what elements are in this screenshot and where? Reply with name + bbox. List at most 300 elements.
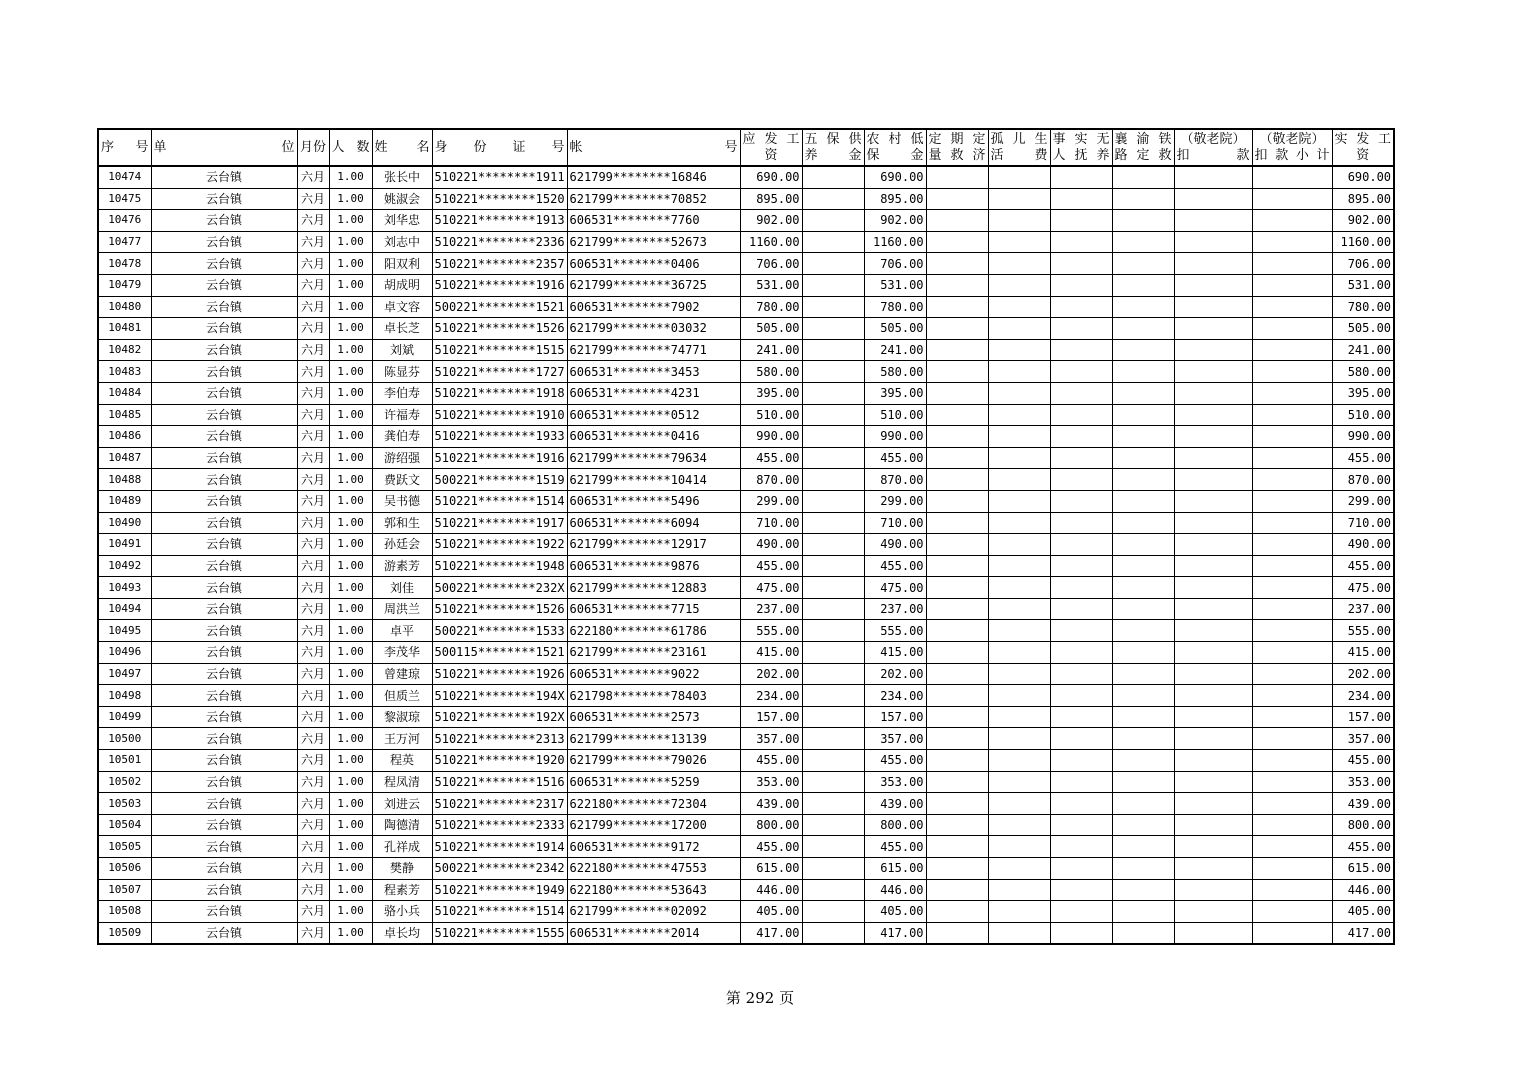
cell-salary: 455.00 [740,750,802,772]
cell-jlykou [1174,512,1252,534]
cell-people: 1.00 [329,361,372,383]
cell-salary: 1160.00 [740,231,802,253]
header-char: 铁 [1158,131,1172,147]
cell-salary: 405.00 [740,901,802,923]
cell-jlykou [1174,426,1252,448]
cell-dingqi [926,620,988,642]
cell-month: 六月 [297,901,329,923]
cell-actual: 446.00 [1332,879,1394,901]
header-char: 定 [1136,147,1150,163]
cell-seq: 10503 [98,793,151,815]
table-row [98,706,1394,728]
cell-id: 510221********192X [432,706,567,728]
cell-unit: 云台镇 [151,274,297,296]
cell-guer [988,706,1050,728]
cell-salary: 455.00 [740,836,802,858]
cell-actual: 417.00 [1332,922,1394,944]
cell-unit: 云台镇 [151,426,297,448]
cell-guer [988,577,1050,599]
cell-id: 510221********2333 [432,814,567,836]
cell-jlykou [1174,858,1252,880]
cell-seq: 10499 [98,706,151,728]
cell-shishi [1050,447,1112,469]
cell-people: 1.00 [329,490,372,512]
header-jlyxj [1252,129,1332,166]
cell-people: 1.00 [329,793,372,815]
cell-seq: 10508 [98,901,151,923]
header-char: 位 [281,139,295,155]
cell-unit: 云台镇 [151,750,297,772]
cell-xiangyu [1112,318,1174,340]
cell-month: 六月 [297,318,329,340]
footer-suffix: 页 [779,989,795,1007]
cell-xiangyu [1112,361,1174,383]
cell-jlykou [1174,728,1252,750]
header-char: 养 [804,147,818,163]
cell-actual: 455.00 [1332,447,1394,469]
cell-name: 刘佳 [372,577,432,599]
table-row [98,210,1394,232]
cell-seq: 10474 [98,166,151,188]
cell-jlykou [1174,642,1252,664]
cell-salary: 357.00 [740,728,802,750]
cell-month: 六月 [297,922,329,944]
cell-xiangyu [1112,253,1174,275]
cell-unit: 云台镇 [151,447,297,469]
cell-wubao [802,642,864,664]
cell-actual: 241.00 [1332,339,1394,361]
table-row [98,231,1394,253]
cell-shishi [1050,469,1112,491]
cell-salary: 780.00 [740,296,802,318]
cell-shishi [1050,814,1112,836]
cell-xiangyu [1112,274,1174,296]
cell-unit: 云台镇 [151,534,297,556]
header-char: 五 [804,131,818,147]
cell-seq: 10509 [98,922,151,944]
cell-id: 510221********1933 [432,426,567,448]
cell-xiangyu [1112,836,1174,858]
cell-xiangyu [1112,188,1174,210]
cell-people: 1.00 [329,404,372,426]
cell-month: 六月 [297,598,329,620]
table-row [98,361,1394,383]
cell-seq: 10501 [98,750,151,772]
cell-jlykou [1174,598,1252,620]
cell-seq: 10502 [98,771,151,793]
cell-dingqi [926,858,988,880]
cell-name: 孙廷会 [372,534,432,556]
cell-jlykou [1174,685,1252,707]
cell-wubao [802,210,864,232]
cell-xiangyu [1112,620,1174,642]
cell-dingqi [926,339,988,361]
cell-wubao [802,534,864,556]
cell-jlykou [1174,901,1252,923]
cell-unit: 云台镇 [151,577,297,599]
cell-jlyxj [1252,814,1332,836]
footer-prefix: 第 [725,989,741,1007]
cell-jlykou [1174,253,1252,275]
cell-guer [988,490,1050,512]
cell-dingqi [926,771,988,793]
header-char: 资 [764,147,778,163]
cell-shishi [1050,771,1112,793]
header-char: 实 [1334,131,1348,147]
cell-account: 621799********52673 [567,231,740,253]
table-row [98,447,1394,469]
cell-jlyxj [1252,663,1332,685]
cell-seq: 10476 [98,210,151,232]
cell-salary: 706.00 [740,253,802,275]
cell-seq: 10486 [98,426,151,448]
header-char: 济 [972,147,986,163]
cell-dibao: 1160.00 [864,231,926,253]
header-char: 保 [826,131,840,147]
cell-guer [988,771,1050,793]
cell-seq: 10485 [98,404,151,426]
cell-guer [988,836,1050,858]
cell-shishi [1050,642,1112,664]
cell-dingqi [926,663,988,685]
cell-unit: 云台镇 [151,404,297,426]
cell-jlyxj [1252,728,1332,750]
cell-wubao [802,318,864,340]
cell-wubao [802,339,864,361]
page-footer [0,987,1520,1008]
cell-dibao: 510.00 [864,404,926,426]
cell-jlyxj [1252,231,1332,253]
cell-jlykou [1174,706,1252,728]
cell-name: 郭和生 [372,512,432,534]
cell-name: 王万河 [372,728,432,750]
table-row [98,620,1394,642]
header-char: 身 [434,139,448,155]
cell-jlykou [1174,534,1252,556]
cell-jlyxj [1252,793,1332,815]
header-people [329,129,372,166]
cell-unit: 云台镇 [151,188,297,210]
cell-dingqi [926,598,988,620]
cell-actual: 800.00 [1332,814,1394,836]
header-name [372,129,432,166]
table-row [98,879,1394,901]
cell-actual: 1160.00 [1332,231,1394,253]
cell-id: 500115********1521 [432,642,567,664]
cell-id: 510221********1949 [432,879,567,901]
cell-dingqi [926,296,988,318]
cell-dibao: 531.00 [864,274,926,296]
cell-name: 樊静 [372,858,432,880]
cell-id: 510221********1913 [432,210,567,232]
cell-account: 606531********2014 [567,922,740,944]
cell-unit: 云台镇 [151,210,297,232]
cell-dingqi [926,512,988,534]
cell-shishi [1050,620,1112,642]
cell-jlykou [1174,793,1252,815]
cell-seq: 10480 [98,296,151,318]
cell-jlyxj [1252,685,1332,707]
cell-month: 六月 [297,253,329,275]
table-row [98,771,1394,793]
cell-wubao [802,901,864,923]
cell-month: 六月 [297,404,329,426]
cell-name: 许福寿 [372,404,432,426]
cell-month: 六月 [297,858,329,880]
cell-seq: 10479 [98,274,151,296]
cell-jlyxj [1252,382,1332,404]
cell-guer [988,620,1050,642]
header-account [567,129,740,166]
cell-month: 六月 [297,512,329,534]
cell-account: 621799********13139 [567,728,740,750]
cell-jlykou [1174,188,1252,210]
cell-dibao: 357.00 [864,728,926,750]
cell-unit: 云台镇 [151,663,297,685]
cell-name: 吴书德 [372,490,432,512]
cell-wubao [802,577,864,599]
header-char: 救 [950,147,964,163]
cell-salary: 455.00 [740,555,802,577]
header-char: 发 [764,131,778,147]
cell-people: 1.00 [329,339,372,361]
cell-jlyxj [1252,253,1332,275]
cell-name: 周洪兰 [372,598,432,620]
header-actual [1332,129,1394,166]
cell-dibao: 353.00 [864,771,926,793]
cell-jlyxj [1252,879,1332,901]
cell-month: 六月 [297,382,329,404]
cell-people: 1.00 [329,901,372,923]
cell-dibao: 405.00 [864,901,926,923]
cell-shishi [1050,534,1112,556]
cell-dibao: 455.00 [864,750,926,772]
cell-wubao [802,706,864,728]
cell-jlyxj [1252,577,1332,599]
cell-actual: 555.00 [1332,620,1394,642]
cell-actual: 202.00 [1332,663,1394,685]
cell-jlyxj [1252,426,1332,448]
cell-account: 606531********0512 [567,404,740,426]
cell-id: 510221********2317 [432,793,567,815]
cell-xiangyu [1112,166,1174,188]
cell-name: 但质兰 [372,685,432,707]
header-char: 扣 [1254,147,1268,163]
cell-seq: 10482 [98,339,151,361]
cell-guer [988,728,1050,750]
cell-xiangyu [1112,685,1174,707]
cell-xiangyu [1112,750,1174,772]
cell-dibao: 439.00 [864,793,926,815]
table-row [98,555,1394,577]
table-header [98,129,1394,166]
cell-shishi [1050,210,1112,232]
cell-month: 六月 [297,231,329,253]
cell-account: 621799********10414 [567,469,740,491]
cell-dibao: 202.00 [864,663,926,685]
header-dingqi [926,129,988,166]
cell-dingqi [926,901,988,923]
cell-seq: 10478 [98,253,151,275]
table-row [98,426,1394,448]
cell-id: 510221********1526 [432,598,567,620]
cell-actual: 510.00 [1332,404,1394,426]
cell-xiangyu [1112,296,1174,318]
cell-dingqi [926,469,988,491]
header-char: 救 [1158,147,1172,163]
cell-salary: 615.00 [740,858,802,880]
header-char: 供 [848,131,862,147]
header-char: 定 [928,131,942,147]
cell-shishi [1050,253,1112,275]
cell-month: 六月 [297,469,329,491]
cell-shishi [1050,663,1112,685]
cell-people: 1.00 [329,642,372,664]
header-char: 应 [742,131,756,147]
cell-name: 黎淑琼 [372,706,432,728]
cell-seq: 10484 [98,382,151,404]
cell-id: 500221********232X [432,577,567,599]
header-char: 量 [928,147,942,163]
cell-dingqi [926,577,988,599]
cell-account: 622180********72304 [567,793,740,815]
cell-jlykou [1174,166,1252,188]
table-row [98,814,1394,836]
cell-actual: 505.00 [1332,318,1394,340]
cell-jlykou [1174,836,1252,858]
header-char: 金 [910,147,924,163]
cell-shishi [1050,188,1112,210]
cell-id: 510221********1526 [432,318,567,340]
cell-jlykou [1174,577,1252,599]
cell-actual: 353.00 [1332,771,1394,793]
cell-name: 卓平 [372,620,432,642]
cell-dibao: 415.00 [864,642,926,664]
cell-seq: 10489 [98,490,151,512]
cell-actual: 710.00 [1332,512,1394,534]
cell-account: 621799********17200 [567,814,740,836]
cell-people: 1.00 [329,706,372,728]
table-row [98,750,1394,772]
header-char: 单 [153,139,167,155]
cell-jlyxj [1252,361,1332,383]
header-char: 无 [1096,131,1110,147]
header-shishi [1050,129,1112,166]
cell-jlykou [1174,620,1252,642]
cell-account: 621799********36725 [567,274,740,296]
cell-jlykou [1174,490,1252,512]
cell-wubao [802,188,864,210]
cell-wubao [802,274,864,296]
cell-jlyxj [1252,404,1332,426]
cell-dibao: 780.00 [864,296,926,318]
cell-guer [988,166,1050,188]
header-char: 费 [1034,147,1048,163]
cell-wubao [802,793,864,815]
header-label: 月份 [299,139,326,155]
cell-unit: 云台镇 [151,685,297,707]
cell-guer [988,858,1050,880]
cell-people: 1.00 [329,836,372,858]
cell-wubao [802,253,864,275]
cell-unit: 云台镇 [151,555,297,577]
cell-xiangyu [1112,469,1174,491]
cell-guer [988,447,1050,469]
cell-actual: 234.00 [1332,685,1394,707]
cell-xiangyu [1112,922,1174,944]
cell-wubao [802,555,864,577]
cell-month: 六月 [297,577,329,599]
cell-guer [988,274,1050,296]
cell-dibao: 870.00 [864,469,926,491]
cell-id: 510221********1920 [432,750,567,772]
cell-id: 510221********1514 [432,490,567,512]
cell-shishi [1050,879,1112,901]
cell-unit: 云台镇 [151,166,297,188]
cell-actual: 405.00 [1332,901,1394,923]
cell-name: 骆小兵 [372,901,432,923]
cell-dibao: 555.00 [864,620,926,642]
cell-name: 程素芳 [372,879,432,901]
cell-seq: 10491 [98,534,151,556]
cell-people: 1.00 [329,296,372,318]
cell-unit: 云台镇 [151,253,297,275]
cell-jlyxj [1252,318,1332,340]
cell-xiangyu [1112,426,1174,448]
cell-unit: 云台镇 [151,879,297,901]
cell-unit: 云台镇 [151,469,297,491]
cell-guer [988,426,1050,448]
header-char: 份 [473,139,487,155]
header-char: 村 [888,131,902,147]
cell-id: 500221********1519 [432,469,567,491]
cell-month: 六月 [297,836,329,858]
cell-unit: 云台镇 [151,642,297,664]
cell-shishi [1050,361,1112,383]
cell-wubao [802,382,864,404]
cell-jlykou [1174,814,1252,836]
cell-month: 六月 [297,534,329,556]
table-row [98,577,1394,599]
cell-account: 606531********9876 [567,555,740,577]
cell-wubao [802,598,864,620]
cell-id: 510221********1520 [432,188,567,210]
cell-account: 606531********0416 [567,426,740,448]
cell-shishi [1050,296,1112,318]
cell-dibao: 706.00 [864,253,926,275]
cell-dingqi [926,188,988,210]
cell-id: 510221********1948 [432,555,567,577]
cell-shishi [1050,166,1112,188]
table-row [98,858,1394,880]
cell-name: 阳双利 [372,253,432,275]
cell-jlykou [1174,318,1252,340]
cell-month: 六月 [297,879,329,901]
cell-month: 六月 [297,642,329,664]
cell-xiangyu [1112,814,1174,836]
cell-shishi [1050,750,1112,772]
cell-name: 游素芳 [372,555,432,577]
cell-unit: 云台镇 [151,490,297,512]
cell-xiangyu [1112,901,1174,923]
cell-month: 六月 [297,339,329,361]
cell-jlykou [1174,361,1252,383]
cell-actual: 902.00 [1332,210,1394,232]
cell-id: 510221********1910 [432,404,567,426]
cell-jlyxj [1252,642,1332,664]
cell-shishi [1050,490,1112,512]
table-body [98,166,1394,944]
